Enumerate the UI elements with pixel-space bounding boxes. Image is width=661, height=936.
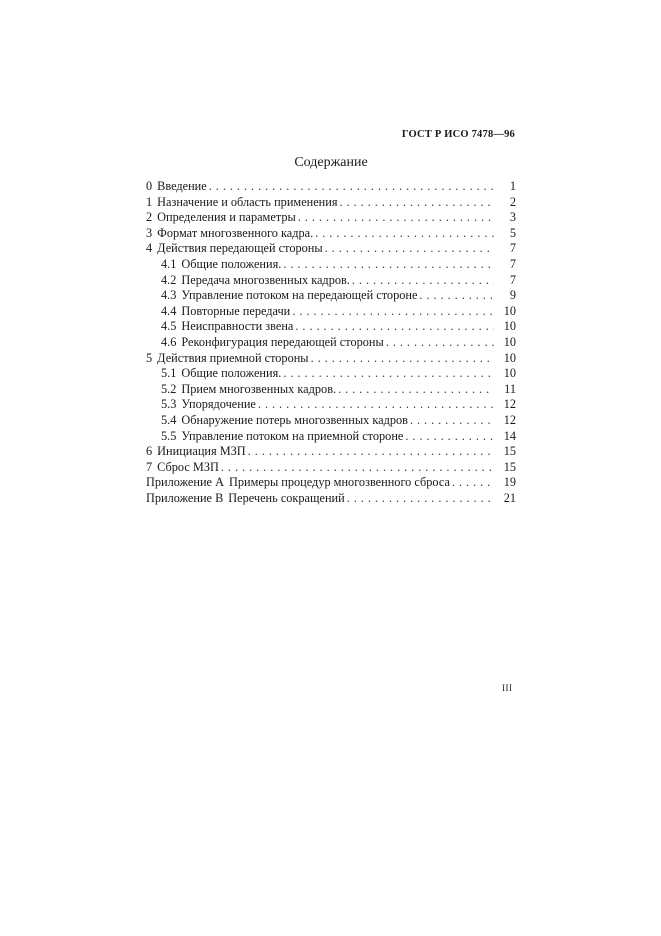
toc-entry-label: Реконфигурация передающей стороны — [181, 334, 384, 349]
toc-entry-page: 10 — [503, 366, 516, 381]
toc-leader-dots — [340, 195, 494, 211]
toc-entry-appendix-a[interactable] — [146, 475, 516, 491]
toc-entry-6[interactable] — [146, 444, 516, 460]
toc-leader-dots — [248, 444, 494, 460]
toc-leader-dots — [258, 397, 494, 413]
toc-entry-label: Определения и параметры — [157, 210, 296, 225]
toc-entry-page: 3 — [509, 210, 516, 225]
toc-entry-label: Неисправности звена — [181, 319, 294, 334]
toc-entry-5-2[interactable] — [146, 382, 516, 398]
toc-title-text: Содержание — [294, 155, 368, 170]
toc-entry-label: Общие положения. — [181, 256, 282, 271]
toc-entry-label: Повторные передачи — [181, 303, 291, 318]
toc-entry-0[interactable] — [146, 179, 516, 195]
toc-entry-page: 9 — [509, 288, 516, 303]
toc-entry-number: 4.1 — [161, 256, 177, 271]
toc-entry-label: Управление потоком на приемной стороне — [181, 428, 404, 443]
toc-entry-number: 4.5 — [161, 319, 177, 334]
toc-leader-dots — [315, 226, 494, 242]
toc-entry-page: 10 — [503, 334, 516, 349]
toc-leader-dots — [452, 475, 494, 491]
toc-entry-page: 12 — [503, 397, 516, 412]
toc-leader-dots — [410, 413, 494, 429]
toc-entry-number: 3 — [146, 225, 153, 240]
toc-leader-dots — [311, 351, 494, 367]
toc-entry-number: 5.4 — [161, 412, 177, 427]
toc-entry-label: Обнаружение потерь многозвенных кадров — [181, 412, 408, 427]
toc-entry-number: 5.1 — [161, 366, 177, 381]
toc-entry-page: 12 — [503, 412, 516, 427]
toc-leader-dots — [295, 319, 494, 335]
toc-entry-number: 5.2 — [161, 381, 177, 396]
toc-entry-label: Прием многозвенных кадров. — [181, 381, 337, 396]
toc-entry-page: 19 — [503, 475, 516, 490]
toc-entry-page: 14 — [503, 428, 516, 443]
toc-entry-2[interactable] — [146, 210, 516, 226]
toc-entry-page: 2 — [509, 194, 516, 209]
toc-entry-4-5[interactable] — [146, 319, 516, 335]
toc-entry-4-2[interactable] — [146, 273, 516, 289]
toc-entry-label: Примеры процедур многозвенного сброса — [228, 475, 450, 490]
toc-entry-number: 7 — [146, 459, 153, 474]
toc-entry-number: Приложение В — [146, 490, 224, 505]
toc-entry-3[interactable] — [146, 226, 516, 242]
toc-entry-label: Действия приемной стороны — [157, 350, 309, 365]
toc-entry-number: 5.3 — [161, 397, 177, 412]
toc-leader-dots — [292, 304, 494, 320]
toc-entry-page: 15 — [503, 444, 516, 459]
toc-entry-page: 10 — [503, 303, 516, 318]
toc-entry-5-5[interactable] — [146, 429, 516, 445]
toc-entry-number: 5.5 — [161, 428, 177, 443]
toc-leader-dots — [386, 335, 494, 351]
toc-entry-5-4[interactable] — [146, 413, 516, 429]
toc-entry-5-1[interactable] — [146, 366, 516, 382]
toc-leader-dots — [352, 273, 494, 289]
toc-entry-label: Инициация МЗП — [157, 444, 246, 459]
toc-leader-dots — [283, 366, 494, 382]
toc-entry-label: Передача многозвенных кадров. — [181, 272, 350, 287]
toc-entry-4-3[interactable] — [146, 288, 516, 304]
toc-entry-number: 4.4 — [161, 303, 177, 318]
toc-entry-5-3[interactable] — [146, 397, 516, 413]
toc-entry-appendix-b[interactable] — [146, 491, 516, 507]
toc-entry-page: 7 — [509, 256, 516, 271]
toc-leader-dots — [347, 491, 494, 507]
toc-entry-number: Приложение А — [146, 475, 224, 490]
toc-entry-number: 0 — [146, 179, 153, 193]
toc-leader-dots — [221, 460, 494, 476]
toc-entry-page: 7 — [509, 241, 516, 256]
toc-entry-4[interactable] — [146, 241, 516, 257]
toc-entry-label: Назначение и область применения — [157, 194, 338, 209]
toc-leader-dots — [209, 179, 494, 195]
toc-entry-page: 10 — [503, 350, 516, 365]
toc-entry-page: 11 — [504, 381, 516, 396]
toc-entry-page: 21 — [503, 490, 516, 505]
toc-entry-label: Общие положения. — [181, 366, 282, 381]
page-number: III — [502, 683, 513, 693]
toc-entry-number: 1 — [146, 194, 153, 209]
toc-entry-page: 1 — [509, 179, 516, 193]
toc-entry-label: Упорядочение — [181, 397, 256, 412]
toc-entry-1[interactable] — [146, 195, 516, 211]
toc-entry-page: 5 — [509, 225, 516, 240]
toc-entry-number: 5 — [146, 350, 153, 365]
toc-leader-dots — [419, 288, 494, 304]
toc-entry-page: 15 — [503, 459, 516, 474]
toc-entry-label: Перечень сокращений — [228, 490, 345, 505]
toc-entry-number: 4.3 — [161, 288, 177, 303]
toc-leader-dots — [338, 382, 494, 398]
toc-entry-number: 4 — [146, 241, 153, 256]
toc-entry-label: Введение — [157, 179, 207, 193]
document-code-header: ГОСТ Р ИСО 7478—96 — [401, 129, 515, 140]
toc-entry-4-1[interactable] — [146, 257, 516, 273]
toc-title — [0, 155, 661, 171]
table-of-contents — [146, 179, 516, 506]
toc-entry-page: 10 — [503, 319, 516, 334]
toc-leader-dots — [283, 257, 494, 273]
toc-entry-4-6[interactable] — [146, 335, 516, 351]
toc-leader-dots — [298, 210, 494, 226]
toc-entry-number: 2 — [146, 210, 153, 225]
toc-leader-dots — [405, 429, 494, 445]
toc-entry-label: Формат многозвенного кадра. — [157, 225, 314, 240]
toc-entry-number: 4.6 — [161, 334, 177, 349]
toc-leader-dots — [325, 241, 494, 257]
toc-entry-label: Сброс МЗП — [157, 459, 219, 474]
toc-entry-number: 6 — [146, 444, 153, 459]
toc-entry-label: Действия передающей стороны — [157, 241, 323, 256]
toc-entry-label: Управление потоком на передающей стороне — [181, 288, 418, 303]
toc-entry-5[interactable] — [146, 351, 516, 367]
toc-entry-7[interactable] — [146, 460, 516, 476]
toc-entry-4-4[interactable] — [146, 304, 516, 320]
toc-entry-page: 7 — [509, 272, 516, 287]
toc-entry-number: 4.2 — [161, 272, 177, 287]
